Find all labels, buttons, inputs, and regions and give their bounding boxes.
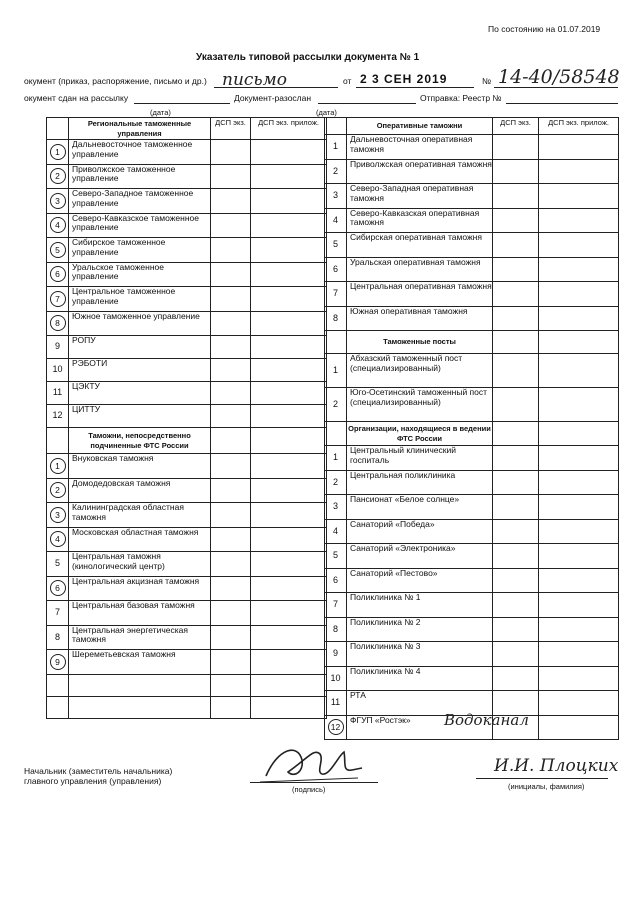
recipient-name: ФГУП «Ростэк» (347, 715, 493, 740)
recipient-name: Центральная энергетическая таможня (69, 625, 211, 650)
dsp-attachment-cell (539, 617, 619, 642)
dsp-attachment-cell (539, 233, 619, 258)
section-header: Организации, находящиеся в ведении ФТС России (347, 422, 493, 446)
signer-label-line2: главного управления (управления) (24, 776, 162, 786)
row-number: 12 (47, 405, 69, 428)
recipient-name: Домодедовская таможня (69, 478, 211, 503)
dsp-copies-cell (211, 552, 251, 577)
dsp-attachment-cell (251, 336, 327, 359)
recipient-name: Шереметьевская таможня (69, 650, 211, 675)
dsp-attachment-cell (539, 593, 619, 618)
section-header: Таможенные посты (347, 331, 493, 354)
circled-number: 1 (50, 458, 66, 474)
row-number: 6 (325, 568, 347, 593)
date-caption-left: (дата) (150, 108, 171, 117)
dsp-attachment-cell (539, 519, 619, 544)
recipient-name: Санаторий «Пестово» (347, 568, 493, 593)
dsp-attachment-cell (539, 666, 619, 691)
recipient-name: Южное таможенное управление (69, 311, 211, 336)
row-number: 3 (325, 184, 347, 209)
row-number (47, 478, 69, 503)
recipient-name: РТА (347, 691, 493, 716)
table-row (325, 388, 619, 422)
table-row (47, 311, 327, 336)
dsp-copies-cell (211, 576, 251, 601)
table-row (47, 238, 327, 263)
table-row (47, 359, 327, 382)
dsp-copies-cell (493, 306, 539, 331)
row-number (47, 287, 69, 312)
dsp-attachment-cell (539, 257, 619, 282)
dsp-attachment-cell (251, 238, 327, 263)
dsp-copies-cell (211, 454, 251, 479)
table-row (325, 593, 619, 618)
circled-number: 2 (50, 168, 66, 184)
row-number (47, 454, 69, 479)
dsp-attachment-cell (539, 354, 619, 388)
recipient-name: Уральская оперативная таможня (347, 257, 493, 282)
circled-number: 5 (50, 242, 66, 258)
dsp-copies-cell (493, 233, 539, 258)
row-number: 3 (325, 495, 347, 520)
row-number (47, 650, 69, 675)
dsp-copies-cell (211, 478, 251, 503)
dsp-copies-cell (211, 650, 251, 675)
row-number: 1 (325, 135, 347, 160)
row-number: 5 (325, 544, 347, 569)
dsp-attachment-cell (539, 282, 619, 307)
circled-number: 9 (50, 654, 66, 670)
recipient-name: РЭБОТИ (69, 359, 211, 382)
row-number (47, 189, 69, 214)
dsp-attachment-cell (539, 184, 619, 209)
dsp-copies-cell (493, 282, 539, 307)
section-header: Таможни, непосредственно подчиненные ФТС России (69, 428, 211, 454)
table-row (325, 666, 619, 691)
table-row (325, 568, 619, 593)
recipient-name: Абхазский таможенный пост (специализированный) (347, 354, 493, 388)
recipient-name: Санаторий «Победа» (347, 519, 493, 544)
table-row (47, 262, 327, 287)
dsp-attachment-cell (251, 262, 327, 287)
recipient-name: Северо-Западное таможенное управление (69, 189, 211, 214)
table-row (325, 519, 619, 544)
row-number: 2 (325, 159, 347, 184)
recipient-name: Поликлиника № 2 (347, 617, 493, 642)
right-section-row (325, 422, 619, 446)
dsp-attachment-cell (251, 140, 327, 165)
row-number: 1 (325, 354, 347, 388)
dsp-copies-cell (493, 257, 539, 282)
dsp-attachment-cell (539, 446, 619, 471)
dsp-attachment-cell (251, 674, 327, 696)
recipient-name: Внуковская таможня (69, 454, 211, 479)
circled-number: 12 (328, 719, 344, 735)
dsp-copies-cell (211, 311, 251, 336)
dsp-attachment-cell (251, 311, 327, 336)
dsp-copies-cell (493, 135, 539, 160)
dsp-attachment-cell (539, 470, 619, 495)
dsp-copies-cell (211, 625, 251, 650)
dsp-attachment-cell (251, 650, 327, 675)
circled-number: 7 (50, 291, 66, 307)
row-number (47, 262, 69, 287)
recipient-name: Приволжская оперативная таможня (347, 159, 493, 184)
name-header: Региональные таможенные управления (69, 118, 211, 140)
table-row (47, 454, 327, 479)
table-row (47, 140, 327, 165)
recipient-name: Центральное таможенное управление (69, 287, 211, 312)
recipient-name: Южная оперативная таможня (347, 306, 493, 331)
table-row (47, 503, 327, 528)
dsp-copies-cell (493, 593, 539, 618)
row-number: 4 (325, 519, 347, 544)
dsp-attachment-header: ДСП экз. прилож. (539, 118, 619, 135)
status-note: По состоянию на 01.07.2019 (488, 24, 601, 34)
dsp-copies-cell (493, 388, 539, 422)
row-number (47, 238, 69, 263)
table-row (47, 405, 327, 428)
recipient-name: Санаторий «Электроника» (347, 544, 493, 569)
row-number: 8 (325, 306, 347, 331)
row-number: 10 (325, 666, 347, 691)
recipient-name: Дальневосточное таможенное управление (69, 140, 211, 165)
number-prefix: № (482, 76, 492, 86)
stamp-date: 2 3 СЕН 2019 (360, 72, 448, 86)
row-number (325, 715, 347, 740)
recipient-name: ЦИТТУ (69, 405, 211, 428)
dsp-copies-cell (493, 666, 539, 691)
table-row (325, 642, 619, 667)
table-row (325, 495, 619, 520)
circled-number: 4 (50, 531, 66, 547)
dsp-header: ДСП экз. (493, 118, 539, 135)
dsp-copies-cell (211, 189, 251, 214)
dsp-attachment-cell (539, 208, 619, 233)
recipient-name: Центральная таможня (кинологический центр) (69, 552, 211, 577)
table-row (47, 189, 327, 214)
table-row (47, 552, 327, 577)
dsp-attachment-cell (251, 625, 327, 650)
dsp-attachment-cell (251, 189, 327, 214)
dsp-attachment-cell (251, 696, 327, 718)
circled-number: 6 (50, 266, 66, 282)
sent-label: Документ-разослан (234, 93, 312, 103)
table-row (47, 287, 327, 312)
doc-type-label: окумент (приказ, распоряжение, письмо и др.) (24, 76, 207, 86)
dsp-attachment-cell (251, 576, 327, 601)
dsp-copies-cell (493, 617, 539, 642)
table-row (47, 601, 327, 626)
recipient-name: Поликлиника № 1 (347, 593, 493, 618)
dsp-copies-cell (493, 495, 539, 520)
dsp-copies-cell (211, 262, 251, 287)
row-number: 7 (325, 282, 347, 307)
row-number: 6 (325, 257, 347, 282)
date-caption-right: (дата) (316, 108, 337, 117)
recipient-name: Приволжское таможенное управление (69, 164, 211, 189)
row-number: 7 (47, 601, 69, 626)
initials-caption: (инициалы, фамилия) (508, 782, 585, 791)
dsp-copies-cell (493, 568, 539, 593)
dsp-header: ДСП экз. (211, 118, 251, 140)
dsp-copies-cell (493, 159, 539, 184)
dsp-copies-cell (493, 470, 539, 495)
recipient-name (69, 674, 211, 696)
right-section-row (325, 331, 619, 354)
date-prefix: от (343, 76, 352, 86)
handwritten-note: Водоканал (444, 711, 529, 729)
row-number: 4 (325, 208, 347, 233)
dsp-attachment-cell (539, 568, 619, 593)
dsp-attachment-header: ДСП экз. прилож. (251, 118, 327, 140)
recipient-name: Северо-Кавказская оперативная таможня (347, 208, 493, 233)
circled-number: 2 (50, 482, 66, 498)
dsp-copies-cell (211, 359, 251, 382)
table-row (325, 470, 619, 495)
dsp-attachment-cell (539, 159, 619, 184)
table-row (47, 696, 327, 718)
table-row (325, 354, 619, 388)
table-row (325, 446, 619, 471)
row-number: 5 (325, 233, 347, 258)
recipient-name: Поликлиника № 4 (347, 666, 493, 691)
dsp-copies-cell (493, 208, 539, 233)
dsp-copies-cell (493, 642, 539, 667)
row-number (47, 213, 69, 238)
recipient-name: Центральная оперативная таможня (347, 282, 493, 307)
dsp-attachment-cell (251, 405, 327, 428)
dsp-copies-cell (211, 674, 251, 696)
recipient-name: Сибирская оперативная таможня (347, 233, 493, 258)
circled-number: 3 (50, 193, 66, 209)
row-number: 10 (47, 359, 69, 382)
dsp-attachment-cell (251, 527, 327, 552)
row-number: 9 (47, 336, 69, 359)
handed-label: окумент сдан на рассылку (24, 93, 129, 103)
row-number (47, 164, 69, 189)
dsp-copies-cell (211, 238, 251, 263)
row-number: 8 (47, 625, 69, 650)
signature-caption: (подпись) (292, 785, 326, 794)
left-distribution-table (46, 117, 327, 719)
row-number (47, 527, 69, 552)
circled-number: 4 (50, 217, 66, 233)
right-distribution-table (324, 117, 619, 740)
dsp-attachment-cell (539, 715, 619, 740)
dsp-attachment-cell (251, 287, 327, 312)
sent-by-label: Отправка: Реестр № (420, 93, 502, 103)
dsp-attachment-cell (539, 135, 619, 160)
table-row (47, 527, 327, 552)
table-row (325, 184, 619, 209)
dsp-copies-cell (493, 446, 539, 471)
dsp-copies-cell (211, 287, 251, 312)
num-header (325, 118, 347, 135)
left-section-row (47, 428, 327, 454)
table-row (325, 159, 619, 184)
row-number (47, 140, 69, 165)
row-number: 5 (47, 552, 69, 577)
dsp-attachment-cell (251, 552, 327, 577)
signer-label-line1: Начальник (заместитель начальника) (24, 766, 173, 776)
recipient-name: Московская областная таможня (69, 527, 211, 552)
table-row (325, 257, 619, 282)
circled-number: 6 (50, 580, 66, 596)
dsp-attachment-cell (539, 388, 619, 422)
row-number (47, 674, 69, 696)
row-number: 1 (325, 446, 347, 471)
dsp-copies-cell (211, 140, 251, 165)
recipient-name: Северо-Кавказское таможенное управление (69, 213, 211, 238)
name-header: Оперативные таможни (347, 118, 493, 135)
right-header-row (325, 118, 619, 135)
table-row (47, 336, 327, 359)
recipient-name: Калининградская областная таможня (69, 503, 211, 528)
dsp-attachment-cell (251, 164, 327, 189)
dsp-copies-cell (493, 184, 539, 209)
recipient-name: Северо-Западная оперативная таможня (347, 184, 493, 209)
left-header-row (47, 118, 327, 140)
dsp-copies-cell (493, 354, 539, 388)
dsp-copies-cell (211, 382, 251, 405)
row-number: 11 (325, 691, 347, 716)
table-row (47, 382, 327, 405)
dsp-attachment-cell (539, 544, 619, 569)
row-number: 8 (325, 617, 347, 642)
recipient-name (69, 696, 211, 718)
table-row (325, 233, 619, 258)
table-row (325, 208, 619, 233)
row-number: 7 (325, 593, 347, 618)
row-number: 11 (47, 382, 69, 405)
row-number (47, 503, 69, 528)
recipient-name: Юго-Осетинский таможенный пост (специализированный) (347, 388, 493, 422)
recipient-name: Центральная базовая таможня (69, 601, 211, 626)
dsp-attachment-cell (251, 454, 327, 479)
circled-number: 8 (50, 315, 66, 331)
dsp-copies-cell (211, 213, 251, 238)
dsp-copies-cell (211, 503, 251, 528)
dsp-attachment-cell (539, 495, 619, 520)
table-row (47, 576, 327, 601)
recipient-name: Центральный клинический госпиталь (347, 446, 493, 471)
row-number: 2 (325, 470, 347, 495)
dsp-copies-cell (211, 336, 251, 359)
table-row (47, 164, 327, 189)
dsp-copies-cell (211, 527, 251, 552)
dsp-attachment-cell (251, 478, 327, 503)
dsp-copies-cell (211, 696, 251, 718)
initials-handwritten: И.И. Плоцких (494, 756, 619, 776)
recipient-name: Сибирское таможенное управление (69, 238, 211, 263)
dsp-copies-cell (211, 164, 251, 189)
signature-image (258, 738, 368, 788)
dsp-attachment-cell (539, 642, 619, 667)
num-header (47, 118, 69, 140)
recipient-name: Уральское таможенное управление (69, 262, 211, 287)
table-row (47, 213, 327, 238)
row-number (47, 576, 69, 601)
row-number: 2 (325, 388, 347, 422)
recipient-name: Поликлиника № 3 (347, 642, 493, 667)
table-row (325, 282, 619, 307)
dsp-attachment-cell (251, 503, 327, 528)
dsp-attachment-cell (251, 359, 327, 382)
table-row (47, 625, 327, 650)
dsp-attachment-cell (251, 382, 327, 405)
dsp-attachment-cell (539, 691, 619, 716)
number-handwritten: 14-40/58548 (498, 66, 620, 88)
table-row (325, 135, 619, 160)
recipient-name: Центральная акцизная таможня (69, 576, 211, 601)
page-title: Указатель типовой рассылки документа № 1 (196, 52, 420, 63)
table-row (47, 478, 327, 503)
circled-number: 1 (50, 144, 66, 160)
recipient-name: Дальневосточная оперативная таможня (347, 135, 493, 160)
doc-type-handwritten: письмо (222, 70, 288, 90)
dsp-attachment-cell (251, 213, 327, 238)
table-row (47, 674, 327, 696)
row-number (47, 696, 69, 718)
table-row (325, 544, 619, 569)
dsp-attachment-cell (251, 601, 327, 626)
dsp-copies-cell (211, 405, 251, 428)
table-row (325, 306, 619, 331)
dsp-copies-cell (493, 544, 539, 569)
dsp-copies-cell (211, 601, 251, 626)
row-number: 9 (325, 642, 347, 667)
recipient-name: ЦЭКТУ (69, 382, 211, 405)
table-row (325, 617, 619, 642)
recipient-name: РОПУ (69, 336, 211, 359)
dsp-attachment-cell (539, 306, 619, 331)
recipient-name: Пансионат «Белое солнце» (347, 495, 493, 520)
table-row (47, 650, 327, 675)
row-number (47, 311, 69, 336)
circled-number: 3 (50, 507, 66, 523)
dsp-copies-cell (493, 519, 539, 544)
recipient-name: Центральная поликлиника (347, 470, 493, 495)
